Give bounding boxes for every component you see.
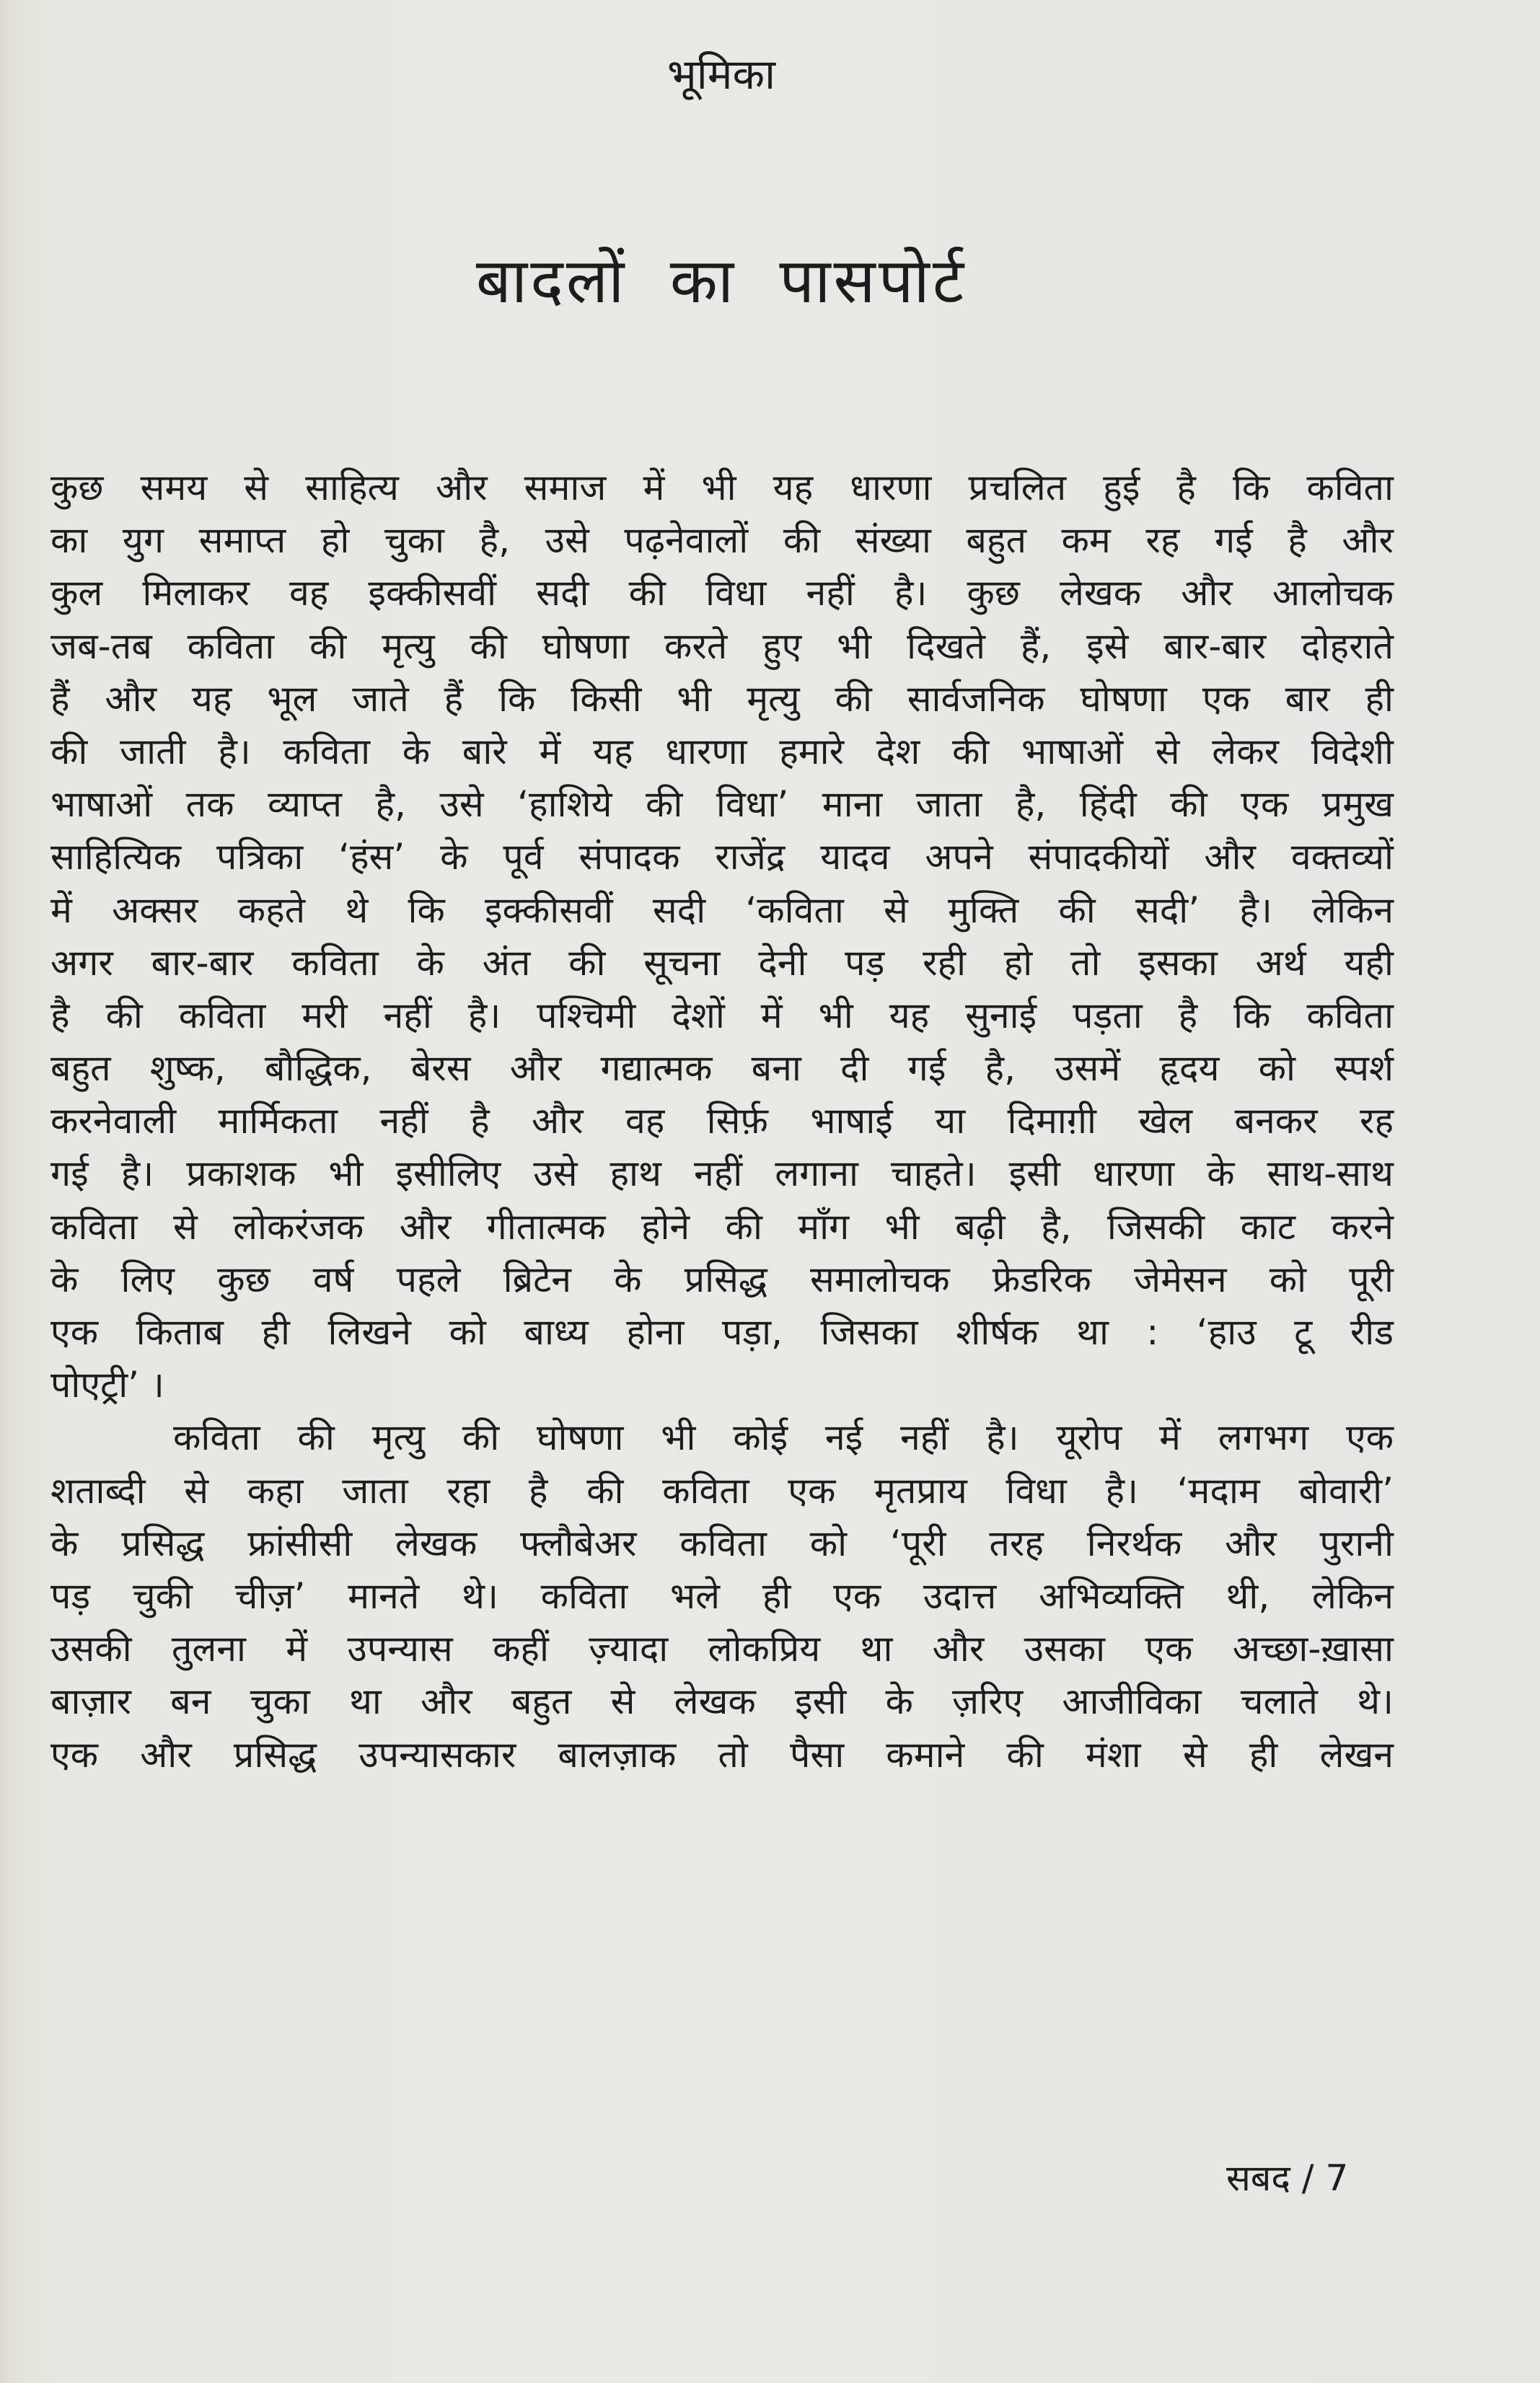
text-line: की जाती है। कविता के बारे में यह धारणा हमारे देश की भाषाओं से लेकर विदेशी	[50, 730, 1394, 772]
text-line: शताब्दी से कहा जाता रहा है की कविता एक मृतप्राय विधा है। ‘मदाम बोवारी’	[50, 1469, 1394, 1512]
text-line: के प्रसिद्ध फ्रांसीसी लेखक फ्लौबेअर कविता को ‘पूरी तरह निरर्थक और पुरानी	[50, 1522, 1394, 1564]
text-line: पड़ चुकी चीज़’ मानते थे। कविता भले ही एक उदात्त अभिव्यक्ति थी, लेकिन	[50, 1574, 1394, 1617]
text-line: अगर बार-बार कविता के अंत की सूचना देनी पड़ रही हो तो इसका अर्थ यही	[50, 941, 1394, 984]
text-line: उसकी तुलना में उपन्यास कहीं ज़्यादा लोकप्रिय था और उसका एक अच्छा-ख़ासा	[50, 1628, 1394, 1670]
chapter-title: बादलों का पासपोर्ट	[475, 245, 967, 317]
text-line: कविता से लोकरंजक और गीतात्मक होने की माँग भी बढ़ी है, जिसकी काट करने	[50, 1205, 1394, 1248]
text-line: साहित्यिक पत्रिका ‘हंस’ के पूर्व संपादक राजेंद्र यादव अपने संपादकीयों और वक्तव्यों	[50, 836, 1394, 878]
text-line: है की कविता मरी नहीं है। पश्चिमी देशों में भी यह सुनाई पड़ता है कि कविता	[50, 994, 1394, 1036]
text-line: कविता की मृत्यु की घोषणा भी कोई नई नहीं है। यूरोप में लगभग एक	[173, 1417, 1394, 1459]
text-line: गई है। प्रकाशक भी इसीलिए उसे हाथ नहीं लगाना चाहते। इसी धारणा के साथ-साथ	[50, 1153, 1394, 1195]
text-line: करनेवाली मार्मिकता नहीं है और वह सिर्फ़ भाषाई या दिमाग़ी खेल बनकर रह	[50, 1100, 1394, 1142]
text-line: कुछ समय से साहित्य और समाज में भी यह धारणा प्रचलित हुई है कि कविता	[50, 467, 1394, 508]
section-label: भूमिका	[666, 50, 776, 99]
paragraph-1	[50, 462, 1394, 1411]
text-line: के लिए कुछ वर्ष पहले ब्रिटेन के प्रसिद्ध समालोचक फ्रेडरिक जेमेसन को पूरी	[50, 1258, 1394, 1300]
text-line: हैं और यह भूल जाते हैं कि किसी भी मृत्यु की सार्वजनिक घोषणा एक बार ही	[50, 677, 1394, 720]
text-line: पोएट्री’ ।	[50, 1364, 164, 1406]
text-line: कुल मिलाकर वह इक्कीसवीं सदी की विधा नहीं है। कुछ लेखक और आलोचक	[50, 572, 1394, 615]
text-line: एक किताब ही लिखने को बाध्य होना पड़ा, जिसका शीर्षक था : ‘हाउ टू रीड	[50, 1311, 1394, 1353]
paragraph-2	[50, 1411, 1394, 1781]
text-line: एक और प्रसिद्ध उपन्यासकार बालज़ाक तो पैसा कमाने की मंशा से ही लेखन	[50, 1733, 1394, 1776]
text-line: भाषाओं तक व्याप्त है, उसे ‘हाशिये की विधा’ माना जाता है, हिंदी की एक प्रमुख	[50, 783, 1394, 826]
text-line: में अक्सर कहते थे कि इक्कीसवीं सदी ‘कविता से मुक्ति की सदी’ है। लेकिन	[50, 889, 1394, 931]
page-number: सबद / 7	[1226, 2157, 1349, 2199]
text-line: जब-तब कविता की मृत्यु की घोषणा करते हुए भी दिखते हैं, इसे बार-बार दोहराते	[50, 625, 1394, 667]
text-line: बहुत शुष्क, बौद्धिक, बेरस और गद्यात्मक बना दी गई है, उसमें हृदय को स्पर्श	[50, 1047, 1394, 1090]
body-text	[50, 462, 1394, 1781]
text-line: का युग समाप्त हो चुका है, उसे पढ़नेवालों की संख्या बहुत कम रह गई है और	[50, 519, 1394, 562]
text-line: बाज़ार बन चुका था और बहुत से लेखक इसी के ज़रिए आजीविका चलाते थे।	[50, 1681, 1394, 1723]
